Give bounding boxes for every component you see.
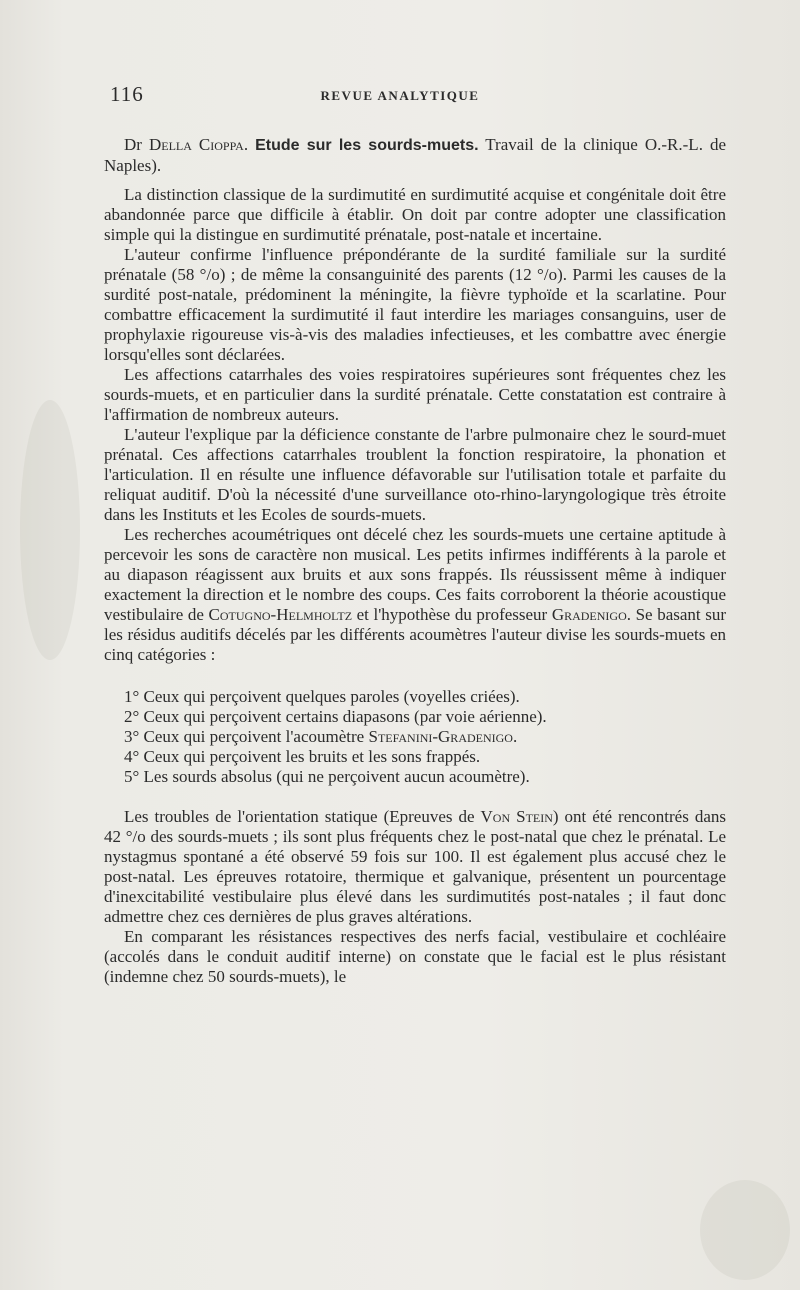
page-number: 116 [110,82,144,106]
paragraph-4: L'auteur l'explique par la déficience constante de l'arbre pulmonaire chez le sourd-muet prénatal. Ces affections catarrhales troublent la fonction respiratoire, la phonation et l'articulation. Il en résulte une influence défavorable sur l'utilisation totale et parfaite du reliquat auditif. D'où la nécessité d'une surveillance oto-rhino-laryngologique très étroite dans les Instituts et les Ecoles de sourds-muets. [104,425,726,524]
categories-list [104,687,726,787]
paragraph-5-mid: et l'hypothèse du professeur [356,605,548,624]
author-gradenigo: Gradenigo. [551,605,631,624]
running-title: REVUE ANALYTIQUE [320,88,480,103]
author-cotugno-helmholtz: Cotugno-Helmholtz [208,605,353,624]
author-von-stein: Von Stein [480,807,553,826]
author-stefanini-gradenigo: Stefanini-Gradenigo. [368,727,518,746]
article-heading [104,135,726,176]
article-title: Etude sur les sourds-muets. [255,137,479,154]
article-source: Travail de la clinique O.-R.-L. de Naples). [104,135,726,175]
category-item: 1° Ceux qui perçoivent quelques paroles (voyelles criées). [124,687,520,706]
article-body [104,135,726,987]
category-item: 5° Les sourds absolus (qui ne perçoivent aucun acoumètre). [124,767,530,786]
paragraph-5-end: Se basant sur les résidus auditifs décelés par les différents acoumètres l'auteur divise les sourds-muets en cinq catégories : [104,605,726,664]
paragraph-6 [104,807,726,927]
paragraph-6-end: ) ont été rencontrés dans 42 °/o des sourds-muets ; ils sont plus fréquents chez le post-natal que chez le prénatal. Le nystagmus spontané a été observé 59 fois sur 100. Il est également plus accusé chez le post-natal. Les épreuves rotatoire, thermique et galvanique, présentent un pourcentage d'inexcitabilité vestibulaire plus élevé dans les surdimutités post-natales ; il faut donc admettre chez ces dernières de plus graves altérations. [104,807,726,926]
paragraph-3: Les affections catarrhales des voies respiratoires supérieures sont fréquentes chez les sourds-muets, et en particulier dans la surdité prénatale. Cette constatation est contraire à l'affirmation de nombreux auteurs. [104,365,726,424]
paragraph-7: En comparant les résistances respectives des nerfs facial, vestibulaire et cochléaire (accolés dans le conduit auditif interne) on constate que le facial est le plus résistant (indemne chez 50 sourds-muets), le [104,927,726,986]
paragraph-5-start: Les recherches acoumétriques ont décelé chez les sourds-muets une certaine aptitude à percevoir les sons de caractère non musical. Les petits infirmes indifférents à la parole et au diapason réagissent aux bruits et aux sons frappés. Ils réussissent même à indiquer exactement la direction et le nombre des coups. Ces faits corroborent la théorie acoustique vestibulaire de [104,525,726,624]
paragraph-5 [104,525,726,665]
paragraph-6-start: Les troubles de l'orientation statique (Epreuves de [124,807,475,826]
paper-stain [20,400,80,660]
category-item: 2° Ceux qui perçoivent certains diapasons (par voie aérienne). [124,707,547,726]
category-item [104,727,726,747]
category-3-text: 3° Ceux qui perçoivent l'acoumètre [124,727,365,746]
author-name: Della Cioppa. [148,135,249,154]
paper-stain [700,1180,790,1280]
paragraph-1: La distinction classique de la surdimutité en surdimutité acquise et congénitale doit être abandonnée parce que difficile à établir. On doit par contre adopter une classification simple qui la distingue en surdimutité prénatale, post-natale et incertaine. [104,185,726,244]
author-prefix: Dr [124,135,142,154]
paragraph-2: L'auteur confirme l'influence prépondérante de la surdité familiale sur la surdité prénatale (58 °/o) ; de même la consanguinité des parents (12 °/o). Parmi les causes de la surdité post-natale, prédominent la méningite, la fièvre typhoïde et la scarlatine. Pour combattre efficacement la surdimutité il faut interdire les mariages consanguins, user de prophylaxie rigoureuse vis-à-vis des maladies infectieuses, et les combattre avec énergie lorsqu'elles sont déclarées. [104,245,726,364]
category-item: 4° Ceux qui perçoivent les bruits et les sons frappés. [124,747,481,766]
